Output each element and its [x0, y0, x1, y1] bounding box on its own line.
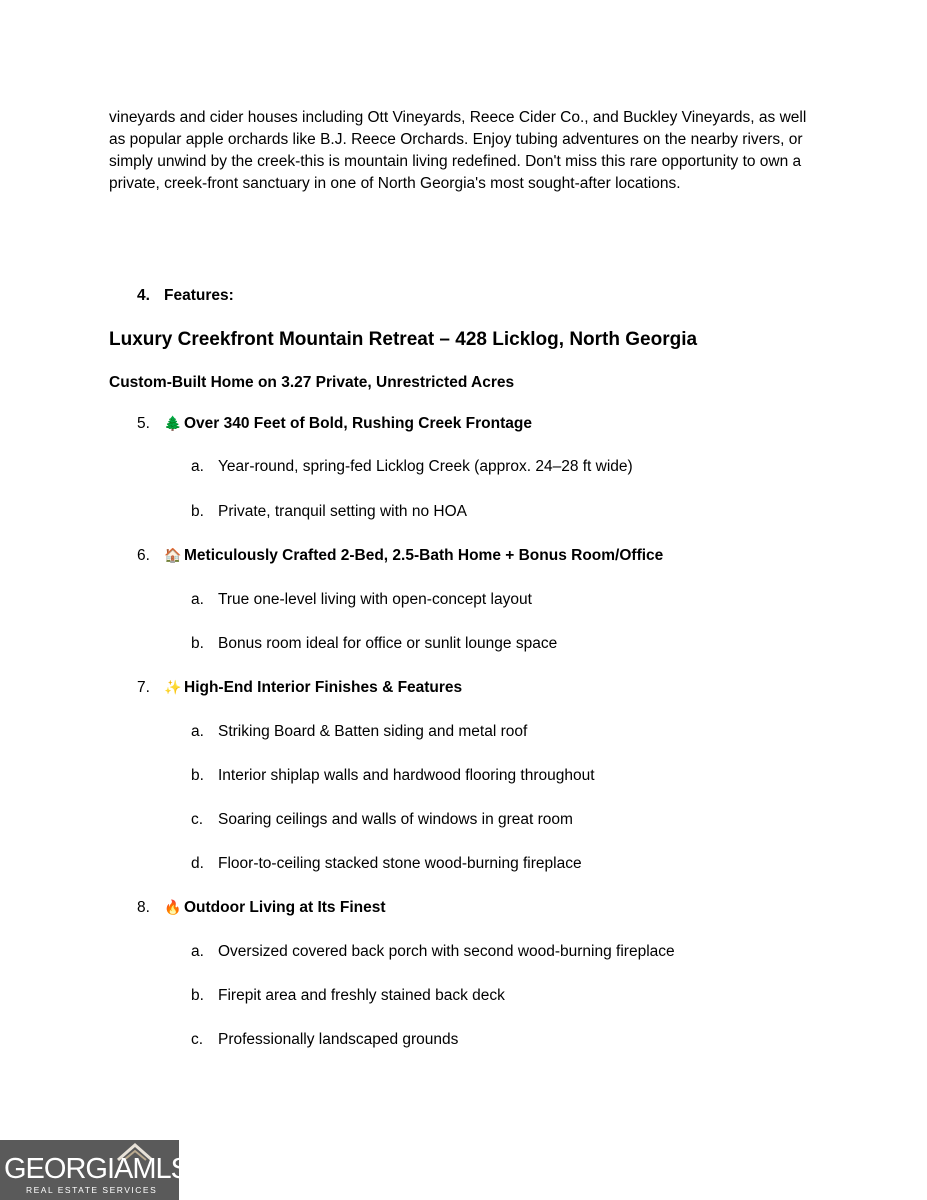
section-heading-creek	[164, 415, 532, 433]
fire-icon: 🔥	[164, 900, 182, 916]
list-item-letter: a.	[191, 591, 204, 608]
list-item-letter: b.	[191, 767, 204, 784]
house-icon: 🏠	[164, 548, 182, 564]
tree-icon: 🌲	[164, 416, 182, 432]
list-item-letter: a.	[191, 458, 204, 475]
section-heading-outdoor	[164, 899, 386, 917]
list-item: Professionally landscaped grounds	[218, 1031, 459, 1048]
intro-paragraph: vineyards and cider houses including Ott Vineyards, Reece Cider Co., and Buckley Vineyards, as well as popular apple orchards like B.J. Reece Orchards. Enjoy tubing adventures on the nearby rivers, or simply unwind by the creek-this is mountain living redefined. Don't miss this rare opportunity to own a private, creek-front sanctuary in one of North Georgia's most sought-after locations.	[109, 109, 807, 192]
logo-tagline: REAL ESTATE SERVICES	[26, 1185, 158, 1195]
list-item-letter: c.	[191, 811, 204, 828]
list-item: Floor-to-ceiling stacked stone wood-burning fireplace	[218, 855, 582, 872]
section-heading-interior	[164, 679, 462, 697]
section-heading-text: High-End Interior Finishes & Features	[184, 679, 463, 696]
section-heading-text: Over 340 Feet of Bold, Rushing Creek Frontage	[184, 415, 532, 432]
list-item-letter: b.	[191, 987, 204, 1004]
list-item-letter: b.	[191, 635, 204, 652]
list-item-letter: d.	[191, 855, 204, 872]
list-item: Interior shiplap walls and hardwood flooring throughout	[218, 767, 595, 784]
section-number: 5.	[137, 415, 150, 432]
georgia-mls-logo	[0, 1140, 189, 1200]
section-heading-text: Outdoor Living at Its Finest	[184, 899, 386, 916]
document-title: Luxury Creekfront Mountain Retreat – 428 Licklog, North Georgia	[109, 329, 698, 350]
section-heading-home	[164, 547, 663, 565]
list-item-letter: c.	[191, 1031, 204, 1048]
document-subtitle: Custom-Built Home on 3.27 Private, Unrestricted Acres	[109, 374, 515, 391]
section-heading-text: Meticulously Crafted 2-Bed, 2.5-Bath Home + Bonus Room/Office	[184, 547, 664, 564]
list-item: Year-round, spring-fed Licklog Creek (approx. 24–28 ft wide)	[218, 458, 633, 475]
list-item: True one-level living with open-concept layout	[218, 591, 532, 608]
list-item: Private, tranquil setting with no HOA	[218, 503, 467, 520]
features-number: 4.	[137, 287, 150, 304]
section-number: 8.	[137, 899, 150, 916]
logo-wordmark: GEORGIAMLS	[4, 1153, 189, 1185]
list-item: Bonus room ideal for office or sunlit lounge space	[218, 635, 558, 652]
section-number: 6.	[137, 547, 150, 564]
list-item: Striking Board & Batten siding and metal roof	[218, 723, 528, 740]
list-item: Oversized covered back porch with second wood-burning fireplace	[218, 943, 675, 960]
features-heading: Features:	[164, 287, 234, 304]
list-item: Soaring ceilings and walls of windows in great room	[218, 811, 573, 828]
list-item-letter: b.	[191, 503, 204, 520]
list-item-letter: a.	[191, 723, 204, 740]
sparkles-icon: ✨	[164, 680, 182, 696]
section-number: 7.	[137, 679, 150, 696]
list-item-letter: a.	[191, 943, 204, 960]
list-item: Firepit area and freshly stained back deck	[218, 987, 505, 1004]
